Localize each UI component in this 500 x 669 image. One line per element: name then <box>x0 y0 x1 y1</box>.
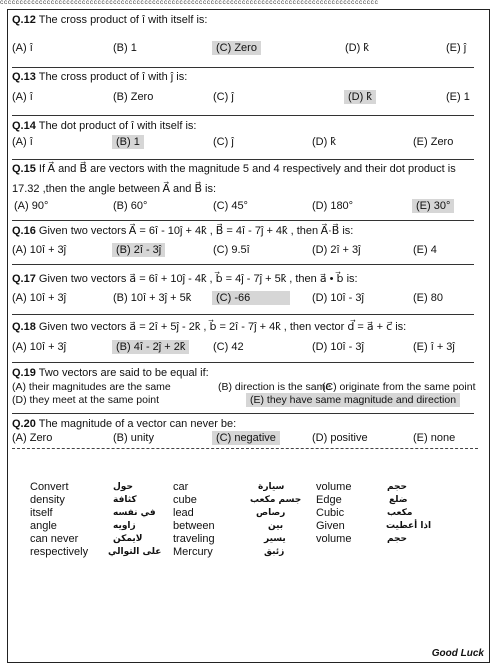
option-d[interactable]: (D) 2î + 3ĵ <box>312 244 361 256</box>
vocab-en: Mercury <box>173 546 213 558</box>
vocab-ar: بين <box>268 521 284 531</box>
question-15 <box>12 163 478 212</box>
option-d[interactable]: (D) they meet at the same point <box>12 394 160 406</box>
separator <box>12 159 474 160</box>
question-12 <box>12 14 478 54</box>
vocab-en: itself <box>30 507 53 519</box>
vocab-ar: في نفسه <box>113 508 156 518</box>
vocab-ar: مكعب <box>387 508 413 518</box>
question-number: Q.17 <box>12 273 36 285</box>
option-a[interactable]: (A) î <box>12 136 33 148</box>
question-number: Q.18 <box>12 321 36 333</box>
question-13 <box>12 71 478 103</box>
vocab-ar: حجم <box>387 482 408 492</box>
separator <box>12 67 474 68</box>
separator <box>12 362 474 363</box>
option-e[interactable]: (E) 1 <box>446 91 470 103</box>
separator <box>12 264 474 265</box>
options-row <box>12 340 478 354</box>
vocab-ar: اذا أعطيت <box>386 521 432 531</box>
option-c[interactable]: (C) ĵ <box>213 136 234 148</box>
vocab-en: cube <box>173 494 197 506</box>
option-d-selected[interactable]: (D) k̂ <box>344 90 376 104</box>
option-d[interactable]: (D) 10î - 3ĵ <box>312 341 364 353</box>
question-14 <box>12 120 478 148</box>
vocab-en: volume <box>316 533 352 545</box>
question-text: Given two vectors A⃗ = 6î - 10ĵ + 4k̂ , B⃗ = 4î - 7ĵ + 4k̂ , then A⃗·B⃗ is: <box>38 225 354 237</box>
option-a[interactable]: (A) Zero <box>12 432 53 444</box>
option-b-selected[interactable]: (B) 2î - 3ĵ <box>112 243 165 257</box>
option-a[interactable]: (A) î <box>12 91 33 103</box>
option-e[interactable]: (E) none <box>413 432 456 444</box>
option-a[interactable]: (A) 10î + 3ĵ <box>12 341 67 353</box>
vocab-en: Edge <box>316 494 342 506</box>
question-number: Q.20 <box>12 418 36 430</box>
option-c-selected[interactable]: (C) Zero <box>212 41 261 55</box>
vocab-ar: جسم مكعب <box>250 495 302 505</box>
question-19 <box>12 367 478 406</box>
options-row <box>12 291 478 305</box>
vocab-ar: سيارة <box>258 482 285 492</box>
options-row <box>12 135 478 149</box>
question-number: Q.13 <box>12 71 36 83</box>
vocab-en: angle <box>30 520 57 532</box>
question-text: The dot product of î with itself is: <box>38 120 197 132</box>
option-c-selected[interactable]: (C) -66 <box>212 291 290 305</box>
vocab-en: car <box>173 481 189 493</box>
options-row <box>12 41 478 55</box>
vocab-en: density <box>30 494 65 506</box>
question-text: The cross product of î with itself is: <box>38 14 208 26</box>
option-d[interactable]: (D) 10î - 3ĵ <box>312 292 364 304</box>
vocab-en: traveling <box>173 533 215 545</box>
option-c[interactable]: (C) 45° <box>213 200 248 212</box>
question-number: Q.15 <box>12 163 36 175</box>
option-e-selected[interactable]: (E) they have same magnitude and direction <box>246 393 460 407</box>
option-e[interactable]: (E) î + 3ĵ <box>413 341 455 353</box>
option-b-selected[interactable]: (B) 1 <box>112 135 144 149</box>
option-b[interactable]: (B) 60° <box>113 200 148 212</box>
question-18 <box>12 321 478 353</box>
option-c[interactable]: (C) 9.5î <box>213 244 250 256</box>
options-row <box>12 199 478 213</box>
separator <box>12 314 474 315</box>
vocab-en: respectively <box>30 546 89 558</box>
page-frame <box>7 9 490 663</box>
question-text: Two vectors are said to be equal if: <box>38 367 209 379</box>
option-b[interactable]: (B) 1 <box>113 42 137 54</box>
question-17 <box>12 273 478 304</box>
option-e[interactable]: (E) 80 <box>413 292 443 304</box>
question-text: Given two vectors a⃗ = 6î + 10ĵ - 4k̂ , b⃗ = 4ĵ - 7ĵ + 5k̂ , then a⃗ • b⃗ is: <box>38 273 358 285</box>
good-luck-footer: Good Luck <box>431 648 484 659</box>
option-a[interactable]: (A) 10î + 3ĵ <box>12 292 67 304</box>
option-c[interactable]: (C) ĵ <box>213 91 234 103</box>
vocab-en: volume <box>316 481 352 493</box>
question-text-continued: 17.32 ,then the angle between A⃗ and B⃗ is: <box>12 183 217 195</box>
vocab-ar: رصاص <box>256 508 286 518</box>
options-row <box>12 90 478 104</box>
separator <box>12 413 474 414</box>
option-b[interactable]: (B) Zero <box>113 91 154 103</box>
option-d[interactable]: (D) k̂ <box>345 42 369 54</box>
option-e[interactable]: (E) Zero <box>413 136 454 148</box>
option-b[interactable]: (B) unity <box>113 432 154 444</box>
vocab-en: Given <box>316 520 345 532</box>
dashed-separator <box>12 448 478 450</box>
vocab-en: between <box>173 520 215 532</box>
question-number: Q.14 <box>12 120 36 132</box>
question-20 <box>12 418 478 444</box>
vocab-en: Convert <box>30 481 69 493</box>
option-a[interactable]: (A) their magnitudes are the same <box>12 381 171 393</box>
vocab-ar: على التوالي <box>108 547 162 557</box>
vocab-ar: زئبق <box>264 547 285 557</box>
question-16 <box>12 225 478 256</box>
options-row <box>12 243 478 257</box>
option-b-selected[interactable]: (B) 4î - 2ĵ + 2k̂ <box>112 340 189 354</box>
top-border-pattern: ccccccccccccccccccccccccccccccccccccccccccccccccccccccccccccccccccccccccccccccccccccccccccccccccc <box>0 0 379 6</box>
option-a[interactable]: (A) 10î + 3ĵ <box>12 244 67 256</box>
option-d[interactable]: (D) 180° <box>312 200 354 212</box>
question-number: Q.19 <box>12 367 36 379</box>
vocab-ar: لايمكن <box>113 534 143 544</box>
vocab-ar: ضلع <box>389 495 408 505</box>
vocab-ar: زاويه <box>113 521 136 531</box>
option-d[interactable]: (D) k̂ <box>312 136 336 148</box>
question-number: Q.12 <box>12 14 36 26</box>
separator <box>12 115 474 116</box>
option-b[interactable]: (B) 10î + 3ĵ + 5k̂ <box>113 292 192 304</box>
question-number: Q.16 <box>12 225 36 237</box>
options-row <box>12 431 478 445</box>
question-text: Given two vectors a⃗ = 2î + 5ĵ - 2k̂ , b⃗ = 2î - 7ĵ + 4k̂ , then vector d⃗ = a⃗ + c⃗ is: <box>38 321 407 333</box>
vocab-ar: يسير <box>264 534 286 544</box>
question-text: The magnitude of a vector can never be: <box>38 418 237 430</box>
vocab-ar: كثافة <box>113 495 137 505</box>
vocab-en: lead <box>173 507 194 519</box>
option-d[interactable]: (D) positive <box>312 432 368 444</box>
option-e[interactable]: (E) ĵ <box>446 42 467 54</box>
vocab-en: can never <box>30 533 79 545</box>
option-c[interactable]: (C) originate from the same point <box>322 381 476 393</box>
vocab-ar: حجم <box>387 534 408 544</box>
question-text: The cross product of î with ĵ is: <box>38 71 188 83</box>
option-a[interactable]: (A) 90° <box>14 200 49 212</box>
options-row-1 <box>12 380 478 394</box>
options-row-2 <box>12 393 478 407</box>
option-e[interactable]: (E) 4 <box>413 244 437 256</box>
separator <box>12 220 474 221</box>
question-text: If A⃗ and B⃗ are vectors with the magnitude 5 and 4 respectively and their dot product is <box>38 163 456 175</box>
option-c[interactable]: (C) 42 <box>213 341 244 353</box>
option-b[interactable]: (B) direction is the same <box>218 381 332 393</box>
vocab-ar: حول <box>113 482 133 492</box>
vocab-en: Cubic <box>316 507 345 519</box>
option-c-selected[interactable]: (C) negative <box>212 431 280 445</box>
option-a[interactable]: (A) î <box>12 42 33 54</box>
option-e-selected[interactable]: (E) 30° <box>412 199 454 213</box>
